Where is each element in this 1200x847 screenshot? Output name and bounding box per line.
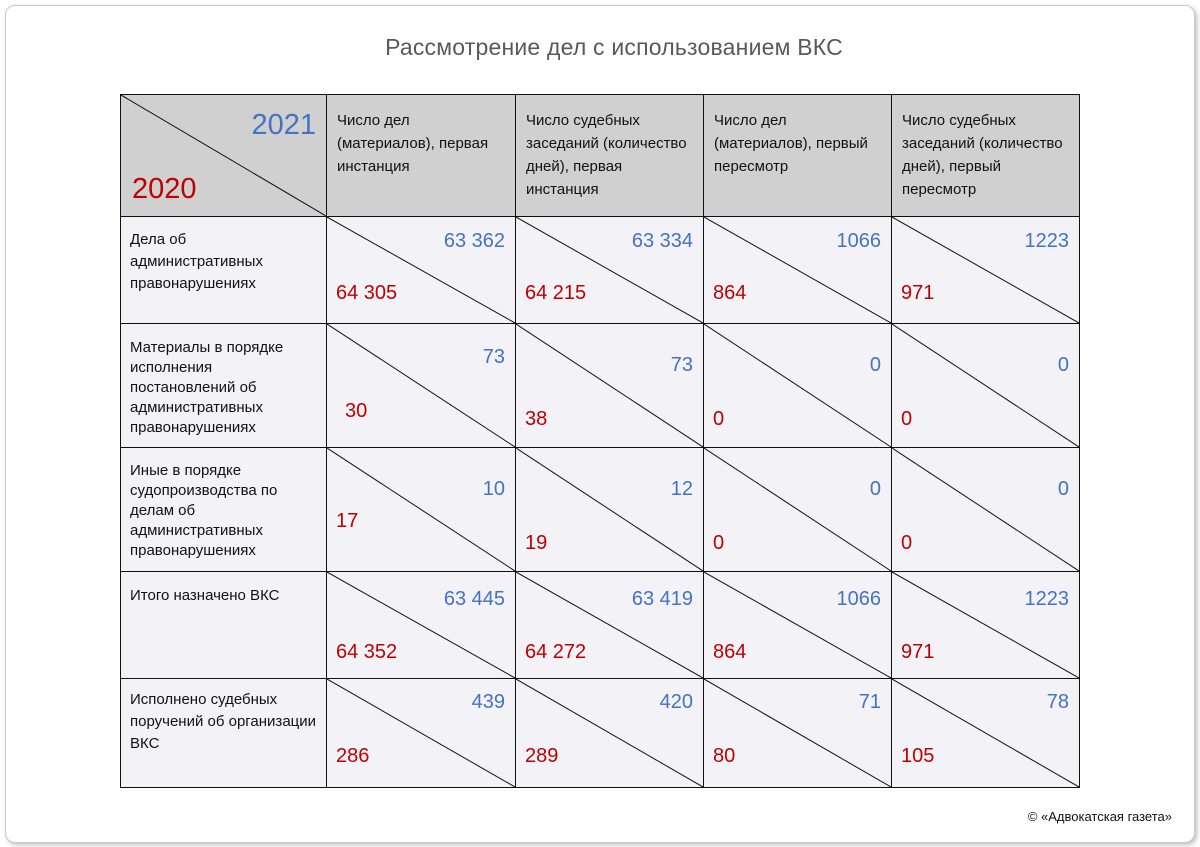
cell-diagonal <box>892 448 1079 571</box>
value-cell <box>327 679 516 788</box>
value-cell <box>327 572 516 679</box>
value-2021: 73 <box>670 354 693 376</box>
column-header-label: Число дел (материалов), первая инстанция <box>337 112 489 175</box>
value-2020: 971 <box>901 641 935 663</box>
value-cell <box>704 217 892 324</box>
value-2021: 0 <box>869 354 881 376</box>
value-cell <box>516 324 704 448</box>
value-2021: 1223 <box>1024 588 1069 610</box>
value-2021: 63 445 <box>443 588 505 610</box>
value-2020: 17 <box>336 510 359 532</box>
value-2020: 0 <box>901 408 913 430</box>
value-2020: 105 <box>901 745 935 767</box>
value-2021: 0 <box>1057 478 1069 500</box>
value-2021: 0 <box>1057 354 1069 376</box>
value-2021: 63 334 <box>631 230 693 252</box>
row-label: Итого назначено ВКС <box>130 587 280 604</box>
column-header-label: Число судебных заседаний (количество дней), первая инстанция <box>526 112 687 198</box>
value-cell <box>516 448 704 572</box>
column-header <box>704 94 892 217</box>
row-label-cell <box>120 572 327 679</box>
value-2020: 971 <box>901 282 935 304</box>
value-2021: 1223 <box>1024 230 1069 252</box>
value-2020: 64 215 <box>525 282 587 304</box>
cell-diagonal <box>327 324 515 447</box>
value-2020: 38 <box>525 408 548 430</box>
value-2020: 64 352 <box>336 641 398 663</box>
value-2020: 864 <box>713 282 747 304</box>
row-label-cell <box>120 679 327 788</box>
value-2020: 0 <box>713 408 725 430</box>
value-cell <box>327 217 516 324</box>
column-header <box>892 94 1080 217</box>
value-cell <box>704 448 892 572</box>
value-cell <box>516 572 704 679</box>
value-2021: 10 <box>482 478 505 500</box>
copyright-note: © «Адвокатская газета» <box>1027 809 1172 824</box>
value-2020: 0 <box>713 532 725 554</box>
row-label-cell <box>120 448 327 572</box>
value-cell <box>704 679 892 788</box>
value-cell <box>892 572 1080 679</box>
column-header <box>516 94 704 217</box>
corner-cell <box>120 94 327 217</box>
value-2021: 1066 <box>836 230 881 252</box>
value-2020: 30 <box>345 400 368 422</box>
value-2021: 0 <box>869 478 881 500</box>
data-table <box>120 94 1080 788</box>
value-cell <box>327 324 516 448</box>
cell-diagonal <box>704 448 891 571</box>
column-header <box>327 94 516 217</box>
value-2020: 286 <box>336 745 370 767</box>
cell-diagonal <box>892 324 1079 447</box>
value-2020: 864 <box>713 641 747 663</box>
row-label: Дела об административных правонарушениях <box>130 231 263 292</box>
column-header-label: Число дел (материалов), первый пересмотр <box>714 112 868 175</box>
value-2021: 73 <box>482 346 505 368</box>
row-label: Материалы в порядке исполнения постановлений об административных правонарушениях <box>130 339 284 436</box>
value-2021: 71 <box>858 691 881 713</box>
row-label-cell <box>120 217 327 324</box>
column-header-label: Число судебных заседаний (количество дней), первый пересмотр <box>902 112 1063 198</box>
value-2021: 78 <box>1046 691 1069 713</box>
value-2020: 80 <box>713 745 736 767</box>
value-2021: 63 419 <box>631 588 693 610</box>
corner-year-2021: 2021 <box>251 109 316 141</box>
value-cell <box>892 448 1080 572</box>
cell-diagonal <box>704 324 891 447</box>
value-cell <box>327 448 516 572</box>
value-cell <box>892 324 1080 448</box>
value-cell <box>516 679 704 788</box>
row-label: Иные в порядке судопроизводства по делам об административных правонарушениях <box>130 462 278 559</box>
value-2020: 64 272 <box>525 641 587 663</box>
page-title: Рассмотрение дел с использованием ВКС <box>385 34 843 60</box>
value-2021: 63 362 <box>443 230 505 252</box>
value-2021: 420 <box>659 691 693 713</box>
value-2020: 0 <box>901 532 913 554</box>
corner-year-2020: 2020 <box>132 173 197 205</box>
value-2021: 439 <box>471 691 505 713</box>
value-2021: 12 <box>670 478 693 500</box>
value-cell <box>516 217 704 324</box>
value-2020: 19 <box>525 532 548 554</box>
value-cell <box>704 324 892 448</box>
row-label: Исполнено судебных поручений об организации ВКС <box>130 691 317 752</box>
row-label-cell <box>120 324 327 448</box>
value-cell <box>892 217 1080 324</box>
value-cell <box>704 572 892 679</box>
value-cell <box>892 679 1080 788</box>
value-2021: 1066 <box>836 588 881 610</box>
value-2020: 289 <box>525 745 559 767</box>
value-2020: 64 305 <box>336 282 398 304</box>
